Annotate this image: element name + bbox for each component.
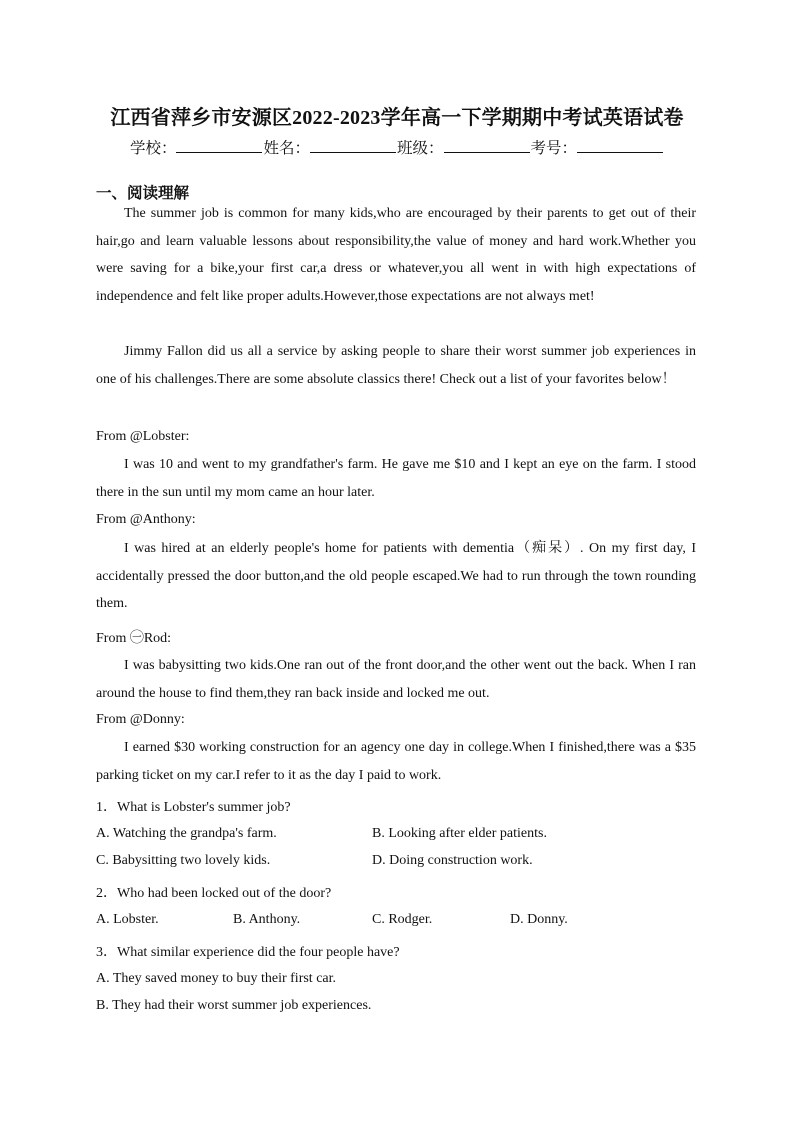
question-option[interactable]: A. Lobster. bbox=[96, 912, 159, 927]
paragraph-text: I was babysitting two kids.One ran out of the front door,and the other went out the back. When I ran around the house to find them,they ran back inside and locked me out. bbox=[96, 658, 696, 701]
question-option[interactable]: D. Donny. bbox=[510, 912, 568, 927]
question-option[interactable]: A. Watching the grandpa's farm. bbox=[96, 826, 277, 841]
exam-number-label: 考号： bbox=[530, 140, 578, 157]
question-stem: 3．What similar experience did the four people have? bbox=[96, 945, 400, 960]
exam-number-blank[interactable] bbox=[577, 138, 663, 153]
story-author: From @Anthony: bbox=[96, 512, 196, 527]
story-author: From @Donny: bbox=[96, 712, 185, 727]
question-option[interactable]: B. Anthony. bbox=[233, 912, 301, 927]
name-label: 姓名： bbox=[263, 140, 310, 157]
question-stem: 1．What is Lobster's summer job? bbox=[96, 800, 291, 815]
school-blank[interactable] bbox=[176, 138, 262, 153]
paragraph-text: The summer job is common for many kids,who are encouraged by their parents to get out of their hair,go and learn valuable lessons about responsibility,the value of money and hard work.Whether you were saving for a bike,your first car,a dress or whatever,you all went in with high expectations of independence and felt like proper adults.However,those expectations are not always met! bbox=[96, 206, 696, 304]
passage-paragraph-2 bbox=[96, 338, 696, 393]
school-label: 学校： bbox=[129, 140, 177, 157]
question-stem: 2．Who had been locked out of the door? bbox=[96, 886, 332, 901]
question-option[interactable]: B. They had their worst summer job experiences. bbox=[96, 998, 372, 1013]
question-option[interactable]: C. Babysitting two lovely kids. bbox=[96, 853, 271, 868]
story-text bbox=[96, 734, 696, 789]
question-option[interactable]: A. They saved money to buy their first car. bbox=[96, 971, 337, 986]
story-text bbox=[96, 451, 696, 506]
paragraph-text: I was 10 and went to my grandfather's farm. He gave me $10 and I kept an eye on the farm. I stood there in the sun until my mom came an hour later. bbox=[96, 457, 696, 500]
paragraph-text: Jimmy Fallon did us all a service by asking people to share their worst summer job experiences in one of his challenges.There are some absolute classics there! Check out a list of your favorites below！ bbox=[96, 344, 696, 387]
name-blank[interactable] bbox=[310, 138, 396, 153]
passage-paragraph-1 bbox=[96, 200, 696, 310]
paragraph-text: I was hired at an elderly people's home for patients with dementia（痴呆）. On my first day, I accidentally pressed the door button,and the old people escaped.We had to run through the town rounding them. bbox=[96, 541, 696, 611]
class-blank[interactable] bbox=[444, 138, 530, 153]
question-option[interactable]: C. Rodger. bbox=[372, 912, 433, 927]
student-info-line bbox=[0, 136, 794, 158]
section-heading: 一、阅读理解 bbox=[96, 185, 190, 202]
question-option[interactable]: B. Looking after elder patients. bbox=[372, 826, 547, 841]
story-author: From @Lobster: bbox=[96, 429, 190, 444]
story-text bbox=[96, 535, 696, 618]
class-label: 班级： bbox=[397, 140, 444, 157]
paragraph-text: I earned $30 working construction for an agency one day in college.When I finished,there was a $35 parking ticket on my car.I refer to it as the day I paid to work. bbox=[96, 740, 696, 783]
story-author: From ㊀Rod: bbox=[96, 631, 172, 646]
question-option[interactable]: D. Doing construction work. bbox=[372, 853, 533, 868]
exam-title: 江西省萍乡市安源区2022-2023学年高一下学期期中考试英语试卷 bbox=[110, 107, 684, 129]
story-text bbox=[96, 652, 696, 707]
